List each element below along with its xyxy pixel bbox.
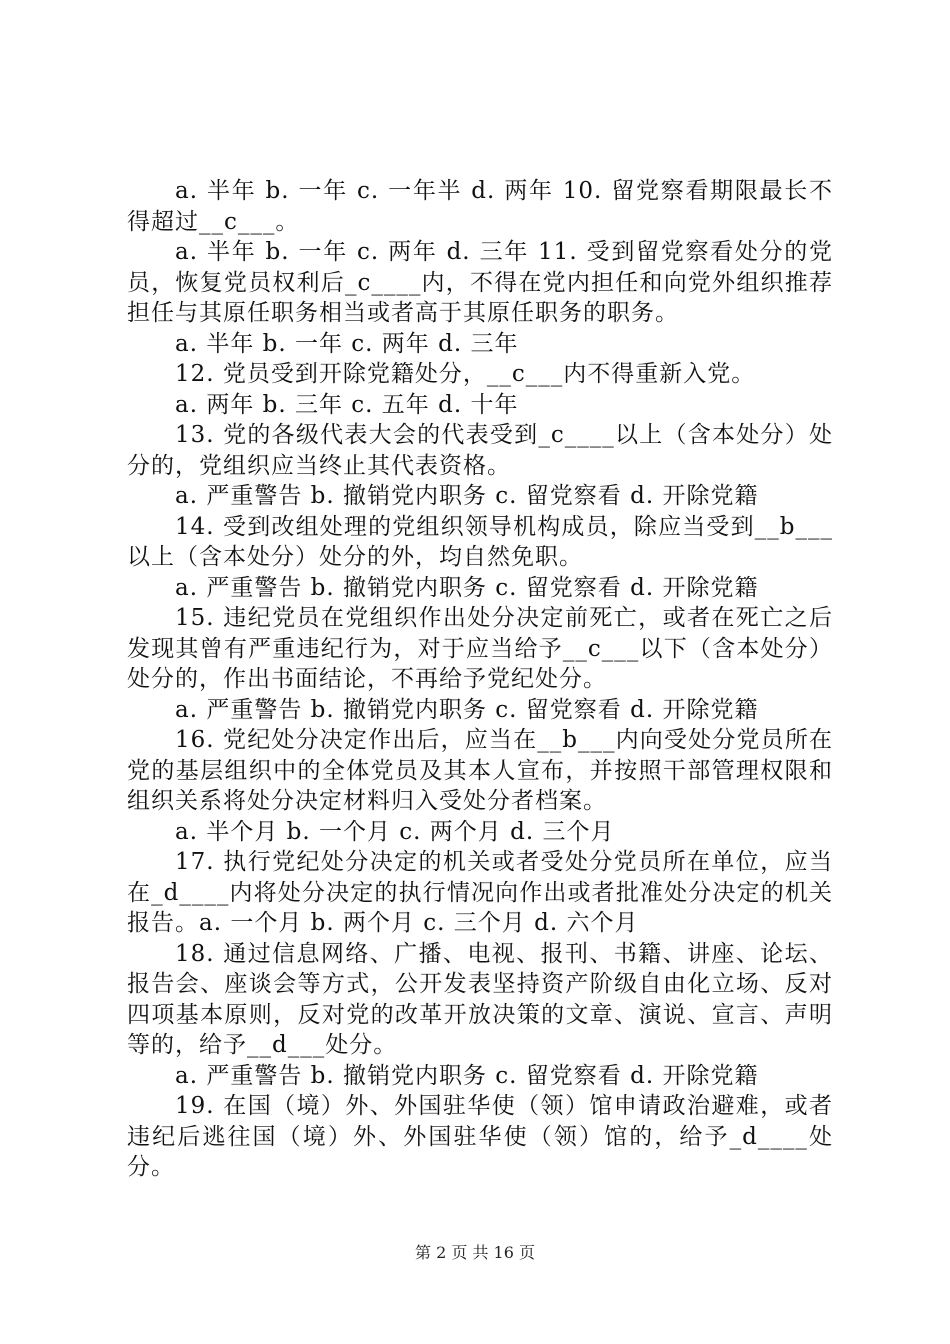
paragraph-question-15: 15. 违纪党员在党组织作出处分决定前死亡，或者在死亡之后发现其曾有严重违纪行为，对于应当给予__c___以下（含本处分）处分的，作出书面结论，不再给予党纪处分。	[127, 605, 833, 692]
paragraph-options-q13: a. 严重警告 b. 撤销党内职务 c. 留党察看 d. 开除党籍	[175, 483, 759, 509]
paragraph-options-q16: a. 半个月 b. 一个月 c. 两个月 d. 三个月	[175, 818, 615, 845]
paragraph-question-16: 16. 党纪处分决定作出后，应当在__b___内向受处分党员所在党的基层组织中的全体党员及其本人宣布，并按照干部管理权限和组织关系将处分决定材料归入受处分者档案。	[127, 727, 833, 814]
paragraph-options-q11: a. 半年 b. 一年 c. 两年 d. 三年	[175, 330, 519, 357]
paragraph-options-q9: a. 半年 b. 一年 c. 一年半 d. 两年 10. 留党察看期限最长不得超过__c___。	[127, 178, 833, 235]
paragraph-question-14: 14. 受到改组处理的党组织领导机构成员，除应当受到__b___以上（含本处分）处分的外，均自然免职。	[127, 513, 833, 570]
paragraph-question-19: 19. 在国（境）外、外国驻华使（领）馆申请政治避难，或者违纪后逃往国（境）外、外国驻华使（领）馆的，给予_d____处分。	[127, 1093, 833, 1180]
paragraph-question-18: 18. 通过信息网络、广播、电视、报刊、书籍、讲座、论坛、报告会、座谈会等方式，公开发表坚持资产阶级自由化立场、反对四项基本原则，反对党的改革开放决策的文章、演说、宣言、声明等的，给予__d___处分。	[127, 940, 833, 1058]
paragraph-question-13: 13. 党的各级代表大会的代表受到_c____以上（含本处分）处分的，党组织应当终止其代表资格。	[127, 422, 833, 479]
paragraph-options-q12: a. 两年 b. 三年 c. 五年 d. 十年	[175, 391, 519, 418]
paragraph-options-q15: a. 严重警告 b. 撤销党内职务 c. 留党察看 d. 开除党籍	[175, 696, 759, 723]
paragraph-options-q18: a. 严重警告 b. 撤销党内职务 c. 留党察看 d. 开除党籍	[175, 1062, 759, 1089]
document-body	[127, 176, 833, 1183]
paragraph-question-17: 17. 执行党纪处分决定的机关或者受处分党员所在单位，应当在_d____内将处分决定的执行情况向作出或者批准处分决定的机关报告。a. 一个月 b. 两个月 c. 三个月 d. 六个月	[127, 849, 833, 936]
paragraph-options-q10-question-11: a. 半年 b. 一年 c. 两年 d. 三年 11. 受到留党察看处分的党员，恢复党员权利后_c____内，不得在党内担任和向党外组织推荐担任与其原任职务相当或者高于其原任职务的职务。	[127, 239, 833, 326]
paragraph-question-12: 12. 党员受到开除党籍处分，__c___内不得重新入党。	[175, 361, 756, 387]
paragraph-options-q14: a. 严重警告 b. 撤销党内职务 c. 留党察看 d. 开除党籍	[175, 574, 759, 601]
page-number-footer: 第 2 页 共 16 页	[415, 1243, 535, 1262]
